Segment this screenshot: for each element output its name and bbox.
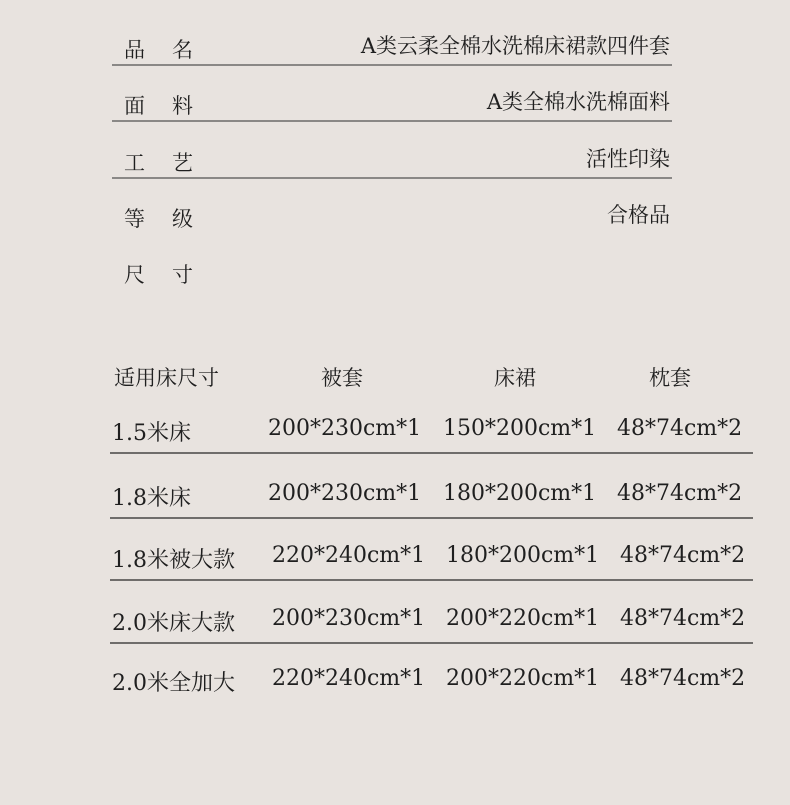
- table-row: [110, 666, 753, 728]
- bed-size-cell: 1.8米床: [112, 486, 191, 511]
- spec-value: A类全棉水洗棉面料: [486, 90, 670, 114]
- pillowcase-cell: 48*74cm*2: [617, 481, 743, 506]
- spec-label-char: 品: [124, 38, 145, 62]
- bed-size-cell: 1.5米床: [112, 421, 191, 446]
- spec-label: [124, 34, 193, 64]
- bed-skirt-cell: 150*200cm*1: [443, 416, 597, 441]
- duvet-cover-cell: 200*230cm*1: [272, 606, 426, 631]
- spec-value: 合格品: [607, 203, 670, 227]
- spec-value: A类云柔全棉水洗棉床裙款四件套: [360, 34, 670, 58]
- spec-label: [124, 147, 193, 177]
- spec-label: [124, 203, 193, 233]
- bed-size-cell: 2.0米床大款: [112, 611, 235, 636]
- pillowcase-cell: 48*74cm*2: [620, 606, 746, 631]
- pillowcase-cell: 48*74cm*2: [620, 666, 746, 691]
- table-row: [110, 481, 753, 543]
- spec-label: [124, 259, 193, 289]
- bed-skirt-cell: 200*220cm*1: [446, 666, 600, 691]
- spec-label-char: 级: [172, 207, 193, 231]
- table-row: [110, 416, 753, 478]
- spec-label-char: 艺: [172, 151, 193, 175]
- spec-label-char: 寸: [172, 263, 193, 287]
- divider: [110, 579, 753, 581]
- spec-label-char: 料: [172, 94, 193, 118]
- duvet-cover-cell: 200*230cm*1: [268, 416, 422, 441]
- spec-row-craft: [112, 143, 672, 199]
- spec-label-char: 名: [172, 38, 193, 62]
- spec-label-char: 工: [124, 151, 145, 175]
- column-header-bed-size: 适用床尺寸: [114, 366, 219, 390]
- spec-row-fabric: [112, 86, 672, 142]
- spec-row-name: [112, 30, 672, 86]
- divider: [112, 64, 672, 66]
- spec-value: 活性印染: [586, 147, 670, 171]
- table-row: [110, 543, 753, 605]
- divider: [112, 177, 672, 179]
- pillowcase-cell: 48*74cm*2: [617, 416, 743, 441]
- divider: [112, 120, 672, 122]
- bed-skirt-cell: 180*200cm*1: [443, 481, 597, 506]
- spec-label-char: 等: [124, 207, 145, 231]
- spec-label-char: 面: [124, 94, 145, 118]
- column-header-pillowcase: 枕套: [649, 366, 691, 390]
- duvet-cover-cell: 200*230cm*1: [268, 481, 422, 506]
- bed-size-cell: 1.8米被大款: [112, 548, 235, 573]
- bed-skirt-cell: 200*220cm*1: [446, 606, 600, 631]
- pillowcase-cell: 48*74cm*2: [620, 543, 746, 568]
- bed-skirt-cell: 180*200cm*1: [446, 543, 600, 568]
- column-header-duvet-cover: 被套: [321, 366, 363, 390]
- divider: [110, 452, 753, 454]
- spec-label: [124, 90, 193, 120]
- divider: [110, 517, 753, 519]
- duvet-cover-cell: 220*240cm*1: [272, 666, 426, 691]
- column-header-bed-skirt: 床裙: [494, 366, 536, 390]
- spec-row-grade: [112, 199, 672, 255]
- duvet-cover-cell: 220*240cm*1: [272, 543, 426, 568]
- spec-row-size: [112, 255, 672, 311]
- bed-size-cell: 2.0米全加大: [112, 671, 235, 696]
- table-row: [110, 606, 753, 668]
- divider: [110, 642, 753, 644]
- spec-label-char: 尺: [124, 263, 145, 287]
